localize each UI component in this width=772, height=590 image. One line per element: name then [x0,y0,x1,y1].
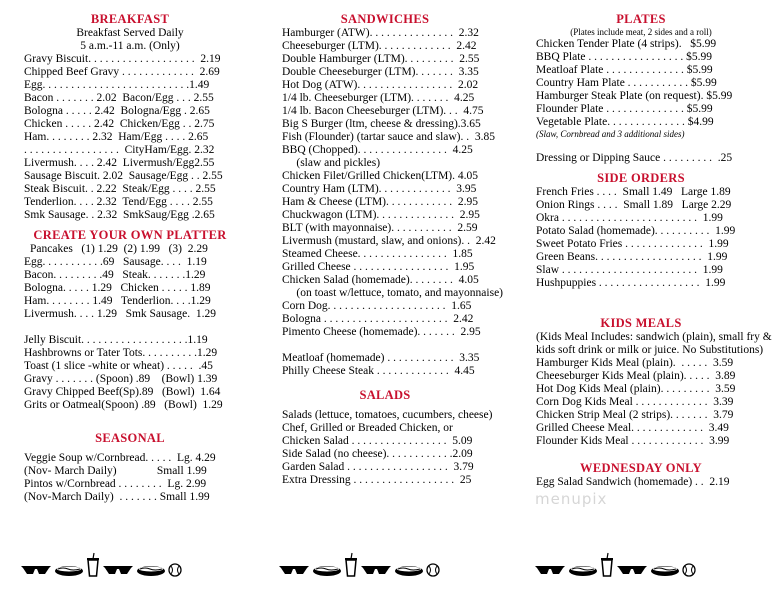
kids-meal-item: Chicken Strip Meal (2 strips). . . . . . . 3.79 [536,409,734,421]
salad-item: Salads (lettuce, tomatoes, cucumbers, cheese) [282,409,493,421]
kids-meals-heading: KIDS MEALS [600,316,682,330]
hot-dog-icon [394,563,424,577]
platter-item: Egg. . . . . . . . . . .69 Sausage. . . . 1.19 [24,256,207,268]
breakfast-item: Livermush. . . . 2.42 Livermush/Egg2.55 [24,157,215,169]
kids-meal-item: Hot Dog Kids Meal (plain). . . . . . . . . 3.59 [536,383,736,395]
sandwich-item: Steamed Cheese. . . . . . . . . . . . . . . . 1.85 [282,248,473,260]
sides-list [536,186,746,290]
kids-meal-item: Corn Dog Kids Meal . . . . . . . . . . . . . 3.39 [536,396,734,408]
hot-dog-icon [568,563,598,577]
side-order-item: Okra . . . . . . . . . . . . . . . . . . . . . . . . 1.99 [536,212,723,224]
breakfast-extra-item: Grits or Oatmeal(Spoon) .89 (Bowl) 1.29 [24,399,223,411]
plates-heading: PLATES [616,12,666,26]
sandwich-item: (on toast w/lettuce, tomato, and mayonnaise) [282,287,503,299]
hot-dog-icon [650,563,680,577]
seasonal-item: Veggie Soup w/Cornbread. . . . . Lg. 4.29 [24,452,216,464]
breakfast-item: Tenderlion. . . . 2.32 Tend/Egg . . . . 2.55 [24,196,213,208]
seasonal-item: (Nov-March Daily) . . . . . . . Small 1.99 [24,491,210,503]
sandwich-item: Chicken Salad (homemade). . . . . . . . 4.05 [282,274,479,286]
breakfast-item: Chipped Beef Gravy . . . . . . . . . . . . . 2.69 [24,66,220,78]
hot-dog-icon [136,563,166,577]
sandwich-item: Ham & Cheese (LTM). . . . . . . . . . . . 2.95 [282,196,479,208]
side-order-item: Onion Rings . . . . Small 1.89 Large 2.29 [536,199,732,211]
breakfast-hours: 5 a.m.-11 a.m. (Only) [80,40,180,52]
breakfast-extra-item: Toast (1 slice -white or wheat) . . . . . .45 [24,360,213,372]
plates-note-2: (Slaw, Cornbread and 3 additional sides) [536,128,685,139]
breakfast-heading: BREAKFAST [90,12,170,26]
kids-meal-item: Hamburger Kids Meal (plain). . . . . . 3.59 [536,357,734,369]
plate-item: Vegetable Plate. . . . . . . . . . . . . . $4.99 [536,115,714,128]
salads-heading: SALADS [359,388,411,402]
dressing-row: Dressing or Dipping Sauce . . . . . . . . . .25 [536,152,733,164]
plate-item: Country Ham Plate . . . . . . . . . . . $5.99 [536,76,717,89]
sandwich-item: Country Ham (LTM). . . . . . . . . . . . . 3.95 [282,183,477,195]
sunglasses-icon [278,563,310,577]
sandwich-item: (slaw and pickles) [282,157,381,169]
breakfast-extra-item: Gravy Chipped Beef(Sp).89 (Bowl) 1.64 [24,386,221,398]
sandwiches-column [282,12,503,487]
platter-item: Livermush. . . . 1.29 Smk Sausage. 1.29 [24,308,216,320]
kids-note-1: (Kids Meal Includes: sandwich (plain), small fry & [536,331,772,343]
breakfast-item: Bologna . . . . . 2.42 Bologna/Egg . 2.65 [24,105,210,117]
breakfast-subtitle: Breakfast Served Daily [76,27,184,39]
kids-list [536,357,746,448]
sunglasses-icon [616,563,648,577]
sandwich-item: Pimento Cheese (homemade). . . . . . . 2.95 [282,326,481,338]
breakfast-extra-item: Jelly Biscuit. . . . . . . . . . . . . . . . . . .1.19 [24,334,208,346]
sandwich-item: Cheeseburger (LTM). . . . . . . . . . . . . 2.42 [282,40,477,52]
side-order-item: Slaw . . . . . . . . . . . . . . . . . . . . . . . . 1.99 [536,264,723,276]
sandwich-item: Hot Dog (ATW). . . . . . . . . . . . . . . . . 2.02 [282,79,479,91]
platter-item: Bacon. . . . . . . . .49 Steak. . . . . . .1.29 [24,269,206,281]
sandwich-item: Chicken Filet/Grilled Chicken(LTM). 4.05 [282,170,479,182]
soda-cup-icon [344,553,358,577]
salad-item: Side Salad (no cheese). . . . . . . . . . . .2.09 [282,448,473,460]
plates-note: (Plates include meat, 2 sides and a roll) [570,27,712,37]
salad-list [282,409,493,487]
breakfast-item: . . . . . . . . . . . . . . . . . CityHam/Egg. 2.32 [24,144,215,156]
salad-item: Chicken Salad . . . . . . . . . . . . . . . . . 5.09 [282,435,473,447]
side-order-item: Hushpuppies . . . . . . . . . . . . . . . . . . 1.99 [536,277,726,289]
breakfast-item: Chicken . . . . . 2.42 Chicken/Egg . . 2.75 [24,118,215,130]
sandwich-item: Bologna . . . . . . . . . . . . . . . . . . . . . . 2.42 [282,313,474,325]
salad-item: Chef, Grilled or Breaded Chicken, or [282,422,453,434]
side-order-item: French Fries . . . . Small 1.49 Large 1.89 [536,186,731,198]
sandwich-item: 1/4 lb. Bacon Cheeseburger (LTM). . . 4.75 [282,105,484,117]
breakfast-item: Smk Sausage. . 2.32 SmkSaug/Egg .2.65 [24,209,215,221]
breakfast-item: Bacon . . . . . . . 2.02 Bacon/Egg . . . 2.55 [24,92,214,104]
kids-meal-item: Grilled Cheese Meal. . . . . . . . . . . . . 3.49 [536,422,729,434]
sandwich-list [282,27,503,378]
breakfast-item: Ham. . . . . . . . 2.32 Ham/Egg . . . . 2.65 [24,131,209,143]
plate-item: Flounder Plate . . . . . . . . . . . . . . $5.99 [536,102,713,115]
hot-dog-icon [54,563,84,577]
side-order-item: Green Beans. . . . . . . . . . . . . . . . . . . 1.99 [536,251,728,263]
wednesday-item: Egg Salad Sandwich (homemade) . . 2.19 [536,476,730,488]
sunglasses-icon [534,563,566,577]
kids-meal-item: Flounder Kids Meal . . . . . . . . . . . . . 3.99 [536,435,730,447]
seasonal-list [24,452,236,504]
seasonal-heading: SEASONAL [95,431,165,445]
sandwich-item: Chuckwagon (LTM). . . . . . . . . . . . . . 2.95 [282,209,480,221]
sunglasses-icon [20,563,52,577]
soda-cup-icon [86,553,100,577]
sunglasses-icon [102,563,134,577]
sandwich-item: Corn Dog. . . . . . . . . . . . . . . . . . . . . 1.65 [282,300,472,312]
pancakes-row: Pancakes (1) 1.29 (2) 1.99 (3) 2.29 [30,243,208,255]
kids-note-2: kids soft drink or milk or juice. No Substitutions) [536,344,764,356]
plate-item: Chicken Tender Plate (4 strips). $5.99 [536,37,717,50]
breakfast-item: Gravy Biscuit. . . . . . . . . . . . . . . . . . . 2.19 [24,53,221,65]
sandwich-item: BLT (with mayonnaise). . . . . . . . . . . 2.59 [282,222,478,234]
platter-item: Bologna. . . . . 1.29 Chicken . . . . . 1.89 [24,282,211,294]
icon-strip-2 [278,551,440,577]
plate-item: BBQ Plate . . . . . . . . . . . . . . . . . $5.99 [536,50,713,63]
seasonal-item: Pintos w/Cornbread . . . . . . . . Lg. 2.99 [24,478,207,490]
sandwich-item: 1/4 lb. Cheeseburger (LTM). . . . . . . 4.25 [282,92,475,104]
watermark: menupix [535,490,608,508]
seasonal-item: (Nov- March Daily) Small 1.99 [24,465,207,477]
sandwich-item: Double Cheeseburger (LTM). . . . . . . 3.35 [282,66,479,78]
baseball-icon [682,563,696,577]
extras-list [24,334,236,412]
hot-dog-icon [312,563,342,577]
plates-column [536,12,772,489]
sandwich-item: Fish (Flounder) (tartar sauce and slaw). . 3.85 [282,131,496,143]
baseball-icon [168,563,182,577]
icon-strip-1 [20,551,182,577]
plates-list [536,38,746,129]
sandwich-item [282,339,488,352]
sunglasses-icon [360,563,392,577]
kids-meal-item: Cheeseburger Kids Meal (plain). . . . . 3.89 [536,370,736,382]
sandwich-item: Meatloaf (homemade) . . . . . . . . . . . . 3.35 [282,352,480,364]
sandwich-item: BBQ (Chopped). . . . . . . . . . . . . . . . 4.25 [282,144,473,156]
side-orders-heading: SIDE ORDERS [597,171,685,185]
breakfast-item: Steak Biscuit. . 2.22 Steak/Egg . . . . 2.55 [24,183,216,195]
breakfast-column [24,12,236,504]
salad-item: Garden Salad . . . . . . . . . . . . . . . . . . 3.79 [282,461,474,473]
breakfast-item: Egg. . . . . . . . . . . . . . . . . . . . . . . . . .1.49 [24,79,210,91]
sandwich-item: Double Hamburger (LTM). . . . . . . . . 2.55 [282,53,480,65]
breakfast-item: Sausage Biscuit. 2.02 Sausage/Egg . . 2.55 [24,170,223,182]
sandwich-item: Big S Burger (ltm, cheese & dressing).3.65 [282,118,481,130]
sandwich-item: Philly Cheese Steak . . . . . . . . . . . . . 4.45 [282,365,475,377]
wednesday-heading: WEDNESDAY ONLY [580,461,702,475]
sandwich-item: Livermush (mustard, slaw, and onions). . 2.42 [282,235,496,247]
sandwich-item: Hamburger (ATW). . . . . . . . . . . . . . . 2.32 [282,27,479,39]
platter-list [24,256,236,321]
sandwiches-heading: SANDWICHES [340,12,430,26]
breakfast-list [24,53,236,222]
side-order-item: Potato Salad (homemade). . . . . . . . . . 1.99 [536,225,736,237]
salad-item: Extra Dressing . . . . . . . . . . . . . . . . . . 25 [282,474,472,486]
soda-cup-icon [600,553,614,577]
plate-item: Meatloaf Plate . . . . . . . . . . . . . . $5.99 [536,63,713,76]
platter-heading: CREATE YOUR OWN PLATTER [33,228,227,242]
platter-item: Ham. . . . . . . . 1.49 Tenderlion. . . .1.29 [24,295,211,307]
side-order-item: Sweet Potato Fries . . . . . . . . . . . . . . 1.99 [536,238,729,250]
breakfast-extra-item: Hashbrowns or Tater Tots. . . . . . . . . .1.29 [24,347,218,359]
plate-item: Hamburger Steak Plate (on request). $5.99 [536,89,733,102]
baseball-icon [426,563,440,577]
sandwich-item: Grilled Cheese . . . . . . . . . . . . . . . . . 1.95 [282,261,475,273]
breakfast-extra-item: Gravy . . . . . . . (Spoon) .89 (Bowl) 1.39 [24,373,218,385]
icon-strip-3 [534,551,696,577]
